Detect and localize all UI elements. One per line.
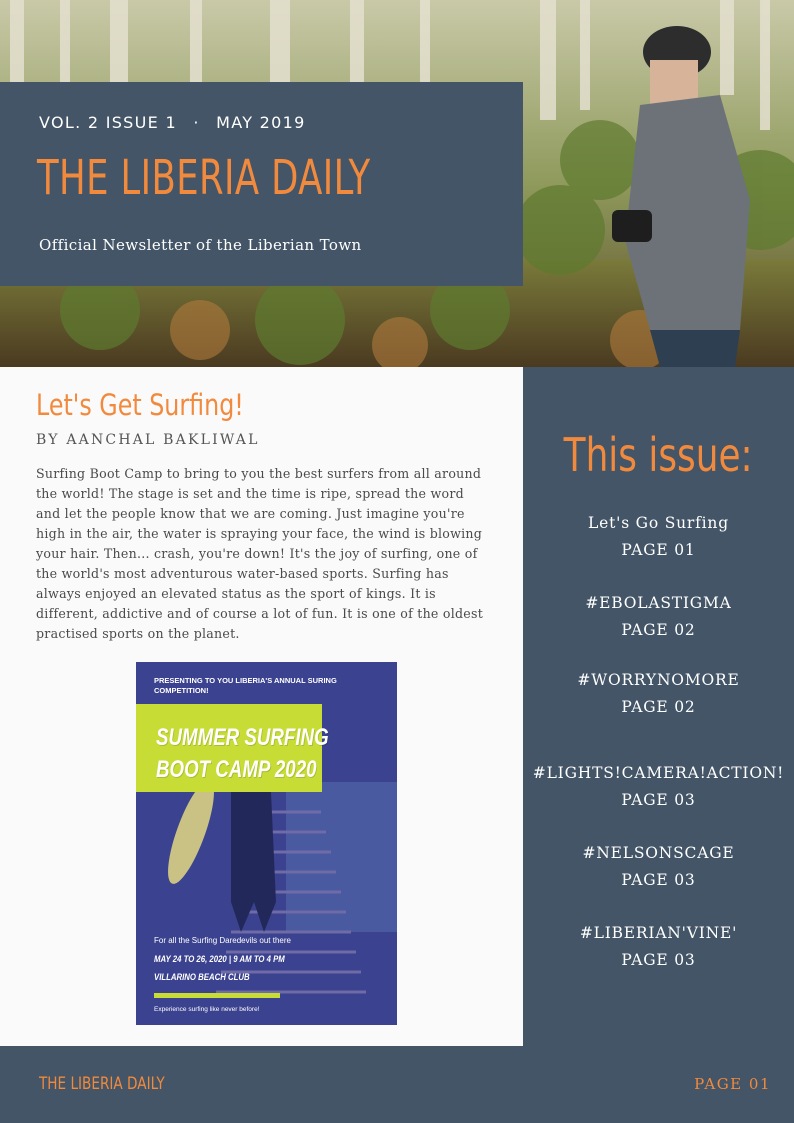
toc-item: [523, 920, 794, 974]
poster-date-time: MAY 24 TO 26, 2020 | 9 AM TO 4 PM: [154, 954, 285, 965]
footer-title: THE LIBERIA DAILY: [39, 1074, 165, 1094]
toc-item-label: #LIGHTS!CAMERA!ACTION!: [532, 764, 785, 782]
poster-intro: PRESENTING TO YOU LIBERIA'S ANNUAL SURING COMPETITION!: [154, 676, 337, 695]
event-poster: [136, 662, 397, 1025]
toc-item: [523, 840, 794, 894]
poster-accent-bar: [154, 993, 280, 998]
issue-date: MAY 2019: [216, 113, 306, 132]
toc-item-label: #WORRYNOMORE: [577, 671, 740, 689]
toc-item-page: PAGE 01: [621, 541, 696, 559]
toc-item-page: PAGE 03: [621, 791, 696, 809]
sidebar-heading-text: This issue:: [563, 428, 753, 482]
toc-item-label: #EBOLASTIGMA: [585, 594, 732, 612]
footer-page-number: PAGE 01: [694, 1075, 771, 1093]
poster-headline-line2: BOOT CAMP 2020: [156, 756, 317, 783]
poster-headline-line1: SUMMER SURFING: [156, 724, 329, 751]
newsletter-subtitle: Official Newsletter of the Liberian Town: [39, 236, 362, 254]
toc-item: [523, 510, 794, 564]
toc-item-label: #LIBERIAN'VINE': [579, 924, 738, 942]
toc-item: [523, 760, 794, 814]
toc-item-page: PAGE 03: [621, 871, 696, 889]
poster-tagline: For all the Surfing Daredevils out there: [154, 936, 291, 945]
article-title: Let's Get Surfing!: [36, 388, 244, 422]
toc-item-page: PAGE 03: [621, 951, 696, 969]
volume-label: VOL. 2 ISSUE 1: [39, 113, 177, 132]
article-body: Surfing Boot Camp to bring to you the best surfers from all around the world! The stage is set and the time is ripe, spread the word and let the people know that we are coming. Just imagine you're high in the air, the water is spraying your face, the wind is blowing your hair. Then... crash, you're down! It's the joy of surfing, one of the world's most adventurous water-based sports. Surfing has always enjoyed an elevated status as the sport of kings. It is different, addictive and of course a lot of fun. It is one of the oldest practised sports on the planet.: [36, 466, 484, 641]
article-byline: BY AANCHAL BAKLIWAL: [36, 432, 260, 448]
separator-dot: ·: [193, 113, 200, 132]
issue-info: [39, 113, 306, 132]
toc-item: [523, 590, 794, 644]
toc-item-page: PAGE 02: [621, 621, 696, 639]
newsletter-title: THE LIBERIA DAILY: [37, 150, 371, 206]
toc-item-label: Let's Go Surfing: [588, 514, 729, 532]
poster-venue: VILLARINO BEACH CLUB: [154, 972, 250, 983]
toc-item-label: #NELSONSCAGE: [582, 844, 735, 862]
poster-closing: Experience surfing like never before!: [154, 1006, 260, 1013]
toc-item-page: PAGE 02: [621, 698, 696, 716]
toc-item: [523, 667, 794, 721]
sidebar-heading: [523, 428, 794, 482]
